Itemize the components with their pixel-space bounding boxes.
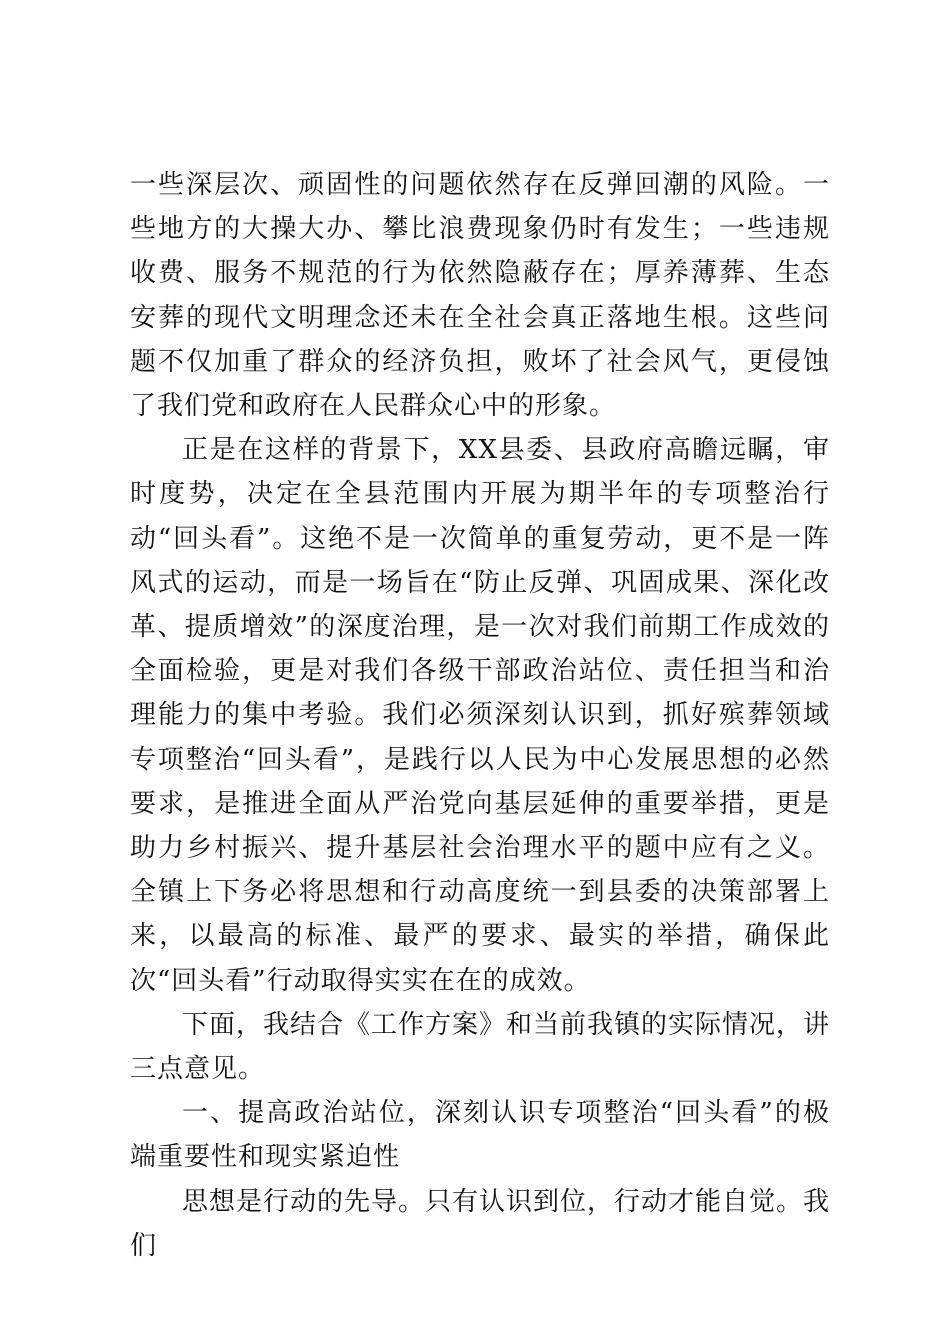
paragraph-section-one-start: 思想是行动的先导。只有认识到位，行动才能自觉。我们 (130, 1186, 831, 1261)
document-body (130, 163, 830, 1268)
paragraph-intro-opinions: 下面，我结合《工作方案》和当前我镇的实际情况，讲三点意见。 (130, 1009, 831, 1085)
section-heading-one: 一、提高政治站位，深刻认识专项整治“回头看”的极端重要性和现实紧迫性 (130, 1098, 830, 1173)
paragraph-continuation: 一些深层次、顽固性的问题依然存在反弹回潮的风险。一些地方的大操大办、攀比浪费现象仍时有发生；一些违规收费、服务不规范的行为依然隐蔽存在；厚养薄葬、生态安葬的现代文明理念还未在全社会真正落地生根。这些问题不仅加重了群众的经济负担，败坏了社会风气，更侵蚀了我们党和政府在人民群众心中的形象。 (130, 170, 830, 422)
paragraph-background: 正是在这样的背景下，XX县委、县政府高瞻远瞩，审时度势，决定在全县范围内开展为期半年的专项整治行动“回头看”。这绝不是一次简单的重复劳动，更不是一阵风式的运动，而是一场旨在“防止反弹、巩固成果、深化改革、提质增效”的深度治理，是一次对我们前期工作成效的全面检验，更是对我们各级干部政治站位、责任担当和治理能力的集中考验。我们必须深刻认识到，抓好殡葬领域专项整治“回头看”，是践行以人民为中心发展思想的必然要求，是推进全面从严治党向基层延伸的重要举措，更是助力乡村振兴、提升基层社会治理水平的题中应有之义。全镇上下务必将思想和行动高度统一到县委的决策部署上来，以最高的标准、最严的要求、最实的举措，确保此次“回头看”行动取得实实在在的成效。 (130, 435, 830, 996)
